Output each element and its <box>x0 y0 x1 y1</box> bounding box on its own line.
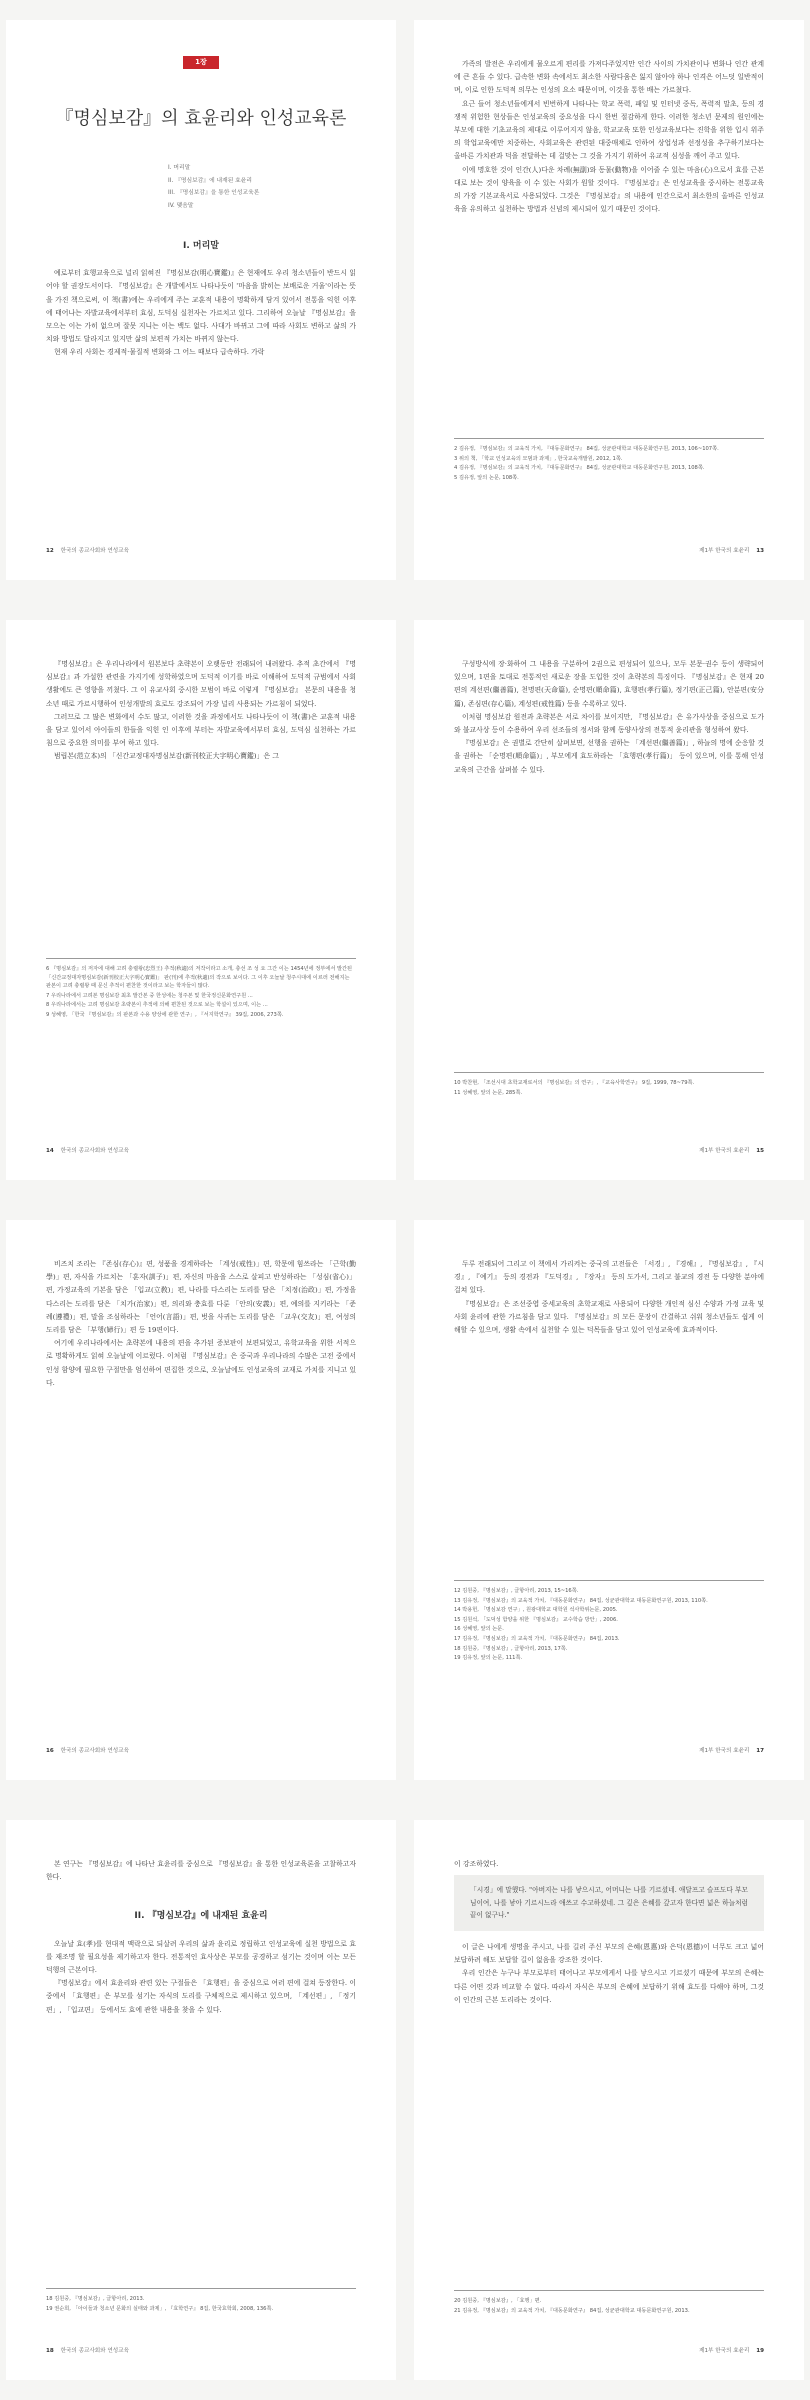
page-13 <box>414 20 804 580</box>
page-17 <box>414 1220 804 1780</box>
toc-item: I. 머리말 <box>168 165 191 171</box>
page-14 <box>6 620 396 1180</box>
footnote: 10 박찬현, 「조선시대 초학교재로서의 『명심보감』의 연구」, 『교육사학연구』 9집, 1999, 78~79쪽. <box>454 1080 695 1086</box>
footnote: 8 우리나라에서는 고려 명심보감 초략본이 추적에 의해 편찬된 것으로 보는 학설이 있으며, 이는 ... <box>46 1002 268 1009</box>
chapter-toc <box>168 162 259 212</box>
footnotes <box>46 958 356 1021</box>
page-18 <box>6 1820 396 2380</box>
footnote: 20 김원중, 『명심보감』, 「효행」편. <box>454 2298 542 2304</box>
running-title: 한국의 종교사회와 연성교육 <box>60 2348 129 2354</box>
chapter-badge: 1장 <box>183 56 219 69</box>
page-number: 17 <box>756 1748 764 1754</box>
footnote: 18 김원중, 『명심보감』, 글항아리, 2013, 17쪽. <box>454 1645 568 1652</box>
running-title: 한국의 종교사회와 연성교육 <box>60 548 129 554</box>
footnote: 7 우리나라에서 고려본 명심보감 최초 발간본 중 한성에는 청주본 및 한국정신문화연구원 ... <box>46 992 253 999</box>
paragraph: 오늘날 효(孝)를 현대적 맥락으로 되살려 우리의 삶과 윤리로 정립하고 인성교육에 실천 방법으로 효를 재조명 할 필요성을 제기하고자 한다. 전통적인 효사상은 부모를 공경하고 섬기는 것이며 이는 모든 덕행의 근본이다. <box>46 1939 356 1975</box>
page-number: 15 <box>756 1148 764 1154</box>
running-title: 한국의 종교사회와 연성교육 <box>60 1148 129 1154</box>
footnote: 4 김유정, 『명심보감』의 교육적 가치, 『대동문화연구』 84집, 성균관대학교 대동문화연구원, 2013, 108쪽. <box>454 465 705 472</box>
page-number: 19 <box>756 2348 764 2354</box>
paragraph: 현재 우리 사회는 경제적·물질적 변화와 그 어느 때보다 급속하다. 가락 <box>54 348 265 357</box>
footnotes <box>46 2288 356 2314</box>
paragraph: 이에 명호한 것이 인간(人)다운 차례(無副)와 동물(動物)을 이어줄 수 있는 마음(心)으로서 효를 근본 대로 보는 것이 양육을 이 수 있는 사회가 원할 것이다. 『명심보감』은 인성교육을 중시하는 전통교육의 가장 기본교육서로 사용되었다. 그것은 『명심보감』의 내용에 인간으로서 최소한의 올바른 인성교육을 유의하고 실천하는 방법과 신념의 제시되어 있기 때문인 것이다. <box>454 165 764 214</box>
page-footer <box>46 1746 356 1754</box>
toc-item: IV. 맺음말 <box>168 202 194 209</box>
section-heading: I. 머리말 <box>183 241 219 251</box>
paragraph: 이 강조하였다. <box>454 1860 499 1868</box>
toc-item: II. 『명심보감』에 내재된 효윤리 <box>168 177 252 184</box>
paragraph: 이 글은 나에게 생명을 주시고, 나를 길러 주신 부모의 은혜(恩惠)와 은덕(恩德)이 너무도 크고 넓어 보답하려 해도 보답할 길이 없음을 강조한 것이다. <box>454 1942 764 1965</box>
page-15 <box>414 620 804 1180</box>
toc-item: III. 『명심보감』을 통한 인성교육론 <box>168 190 260 196</box>
paragraph: 이처럼 명심보감 원전과 초략본은 서로 차이를 보이지만, 『명심보감』은 유가사상을 중심으로 도가와 불교사상 등이 수용하여 우리 선조들의 정서와 함께 동양사상의 전통적 윤리관을 형성하여 왔다. <box>454 712 764 735</box>
footnote: 15 김원석, 「도덕성 함양을 위한 『명심보감』 교수학습 방안」, 2006. <box>454 1616 618 1623</box>
footnote: 5 김유정, 앞의 논문, 108쪽. <box>454 474 519 481</box>
page-16 <box>6 1220 396 1780</box>
page-body <box>454 658 764 777</box>
spread-4 <box>0 1800 810 2400</box>
paragraph: 요근 들어 청소년들에게서 빈번하게 나타나는 학교 폭력, 패일 및 인터넷 중독, 폭력적 말초, 등의 경쟁적 위험한 현상들은 인성교육의 중요성을 다시 한번 절감하게 한다. 이러한 청소년 문제의 원인에는 부모에 대한 기초교육의 제대로 이루어지지 않음, 학교교육 또한 인성교육보다는 진학을 위한 입시 위주의 학업교육에만 치중하는, 사회교육은 관련된 대중매체로 인하여 상업성과 선정성을 추구하기보다는 올바른 가치관과 덕을 전달하는 데 걸맞는 그 것을 가지기 위하여 유교적 심성을 깨어 주고 있다. <box>454 99 764 161</box>
page-footer <box>46 2346 356 2354</box>
paragraph: 『명심보감』은 조선중엽 중세교육의 초학교재로 사용되어 다양한 개인적 심신 수양과 가정 교육 및 사회 윤리에 관한 가르침을 담고 있다. 『명심보감』의 모든 문장이 간결하고 쉬워 청소년들도 쉽게 이해할 수 있으며, 생활 속에서 실천할 수 있는 덕목들을 담고 있어 인성교육에 효과적이다. <box>454 1299 764 1335</box>
page-12 <box>6 20 396 580</box>
footnote: 3 위의 책, 「학교 인성교육의 모범과 과제」, 한국교육개발원, 2012, 1쪽. <box>454 455 623 462</box>
paragraph: 『명심보감』에서 효윤리와 관련 있는 구절들은 「효행편」을 중심으로 여러 편에 걸쳐 등장한다. 이 중에서 「효행편」은 부모를 섬기는 자식의 도리를 구체적으로 제시하고 있으며, 「계선편」, 「정기편」, 「입교편」 등에서도 효에 관한 내용을 찾을 수 있다. <box>46 1979 356 2014</box>
footnotes <box>454 1580 764 1664</box>
footnote: 9 성혜영, 「한국 『명심보감』의 판본과 수용 양상에 관한 연구」, 『서지학연구』 39집, 2006, 273쪽. <box>46 1011 284 1018</box>
page-footer <box>454 2346 764 2354</box>
page-footer <box>46 1146 356 1154</box>
page-number: 18 <box>46 2348 54 2354</box>
footnote: 11 성혜영, 앞의 논문, 285쪽. <box>454 1089 523 1096</box>
footnote: 19 김유정, 앞의 논문, 111쪽. <box>454 1655 523 1662</box>
footnote: 17 김유정, 『명심보감』의 교육적 가치, 『대동문화연구』 84집, 2013. <box>454 1635 620 1642</box>
running-title: 제1부 한국의 효윤리 <box>699 1148 750 1154</box>
chapter-title: 『명심보감』의 효윤리와 인성교육론 <box>55 108 347 129</box>
page-number: 13 <box>756 548 764 554</box>
page-body <box>46 658 356 764</box>
page-number: 14 <box>46 1148 54 1154</box>
paragraph: 두루 전래되어 그리고 이 책에서 가리켜는 중국의 고전들은 「서경」, 『경해』, 『명심보감』, 『시경』, 『예기』 등의 경전과 『도덕경』, 『장자』 등의 도가서, 그리고 불교의 경전 등 다양한 분야에 걸쳐 있다. <box>454 1260 764 1295</box>
page-number: 12 <box>46 548 54 554</box>
page-footer <box>454 546 764 554</box>
footnotes <box>454 1072 764 1098</box>
running-title: 제1부 한국의 효윤리 <box>699 1748 750 1754</box>
section-heading: II. 『명심보감』에 내재된 효윤리 <box>134 1911 268 1922</box>
paragraph: 예로부터 효행교육으로 널리 읽혀진 『명심보감(明心寶鑑)』은 현재에도 우리 청소년들이 반드시 읽어야 할 권장도서이다. 『명심보감』은 개발에서도 나타나듯이 '마음을 밝히는 보배로운 거울'이라는 뜻을 가진 책으로써, 이 책(書)에는 우리에게 주는 교훈적 내용이 명확하게 담겨 있어서 전통을 익힌 이후에 태어나는 자발교육에서부터 효심, 도덕심 실천자는 가르치고 있다. 그리하여 오늘날 『명심보감』을 모으는 이는 가히 없으며 잘못 지니는 이는 백도 없다. 사대가 바뀌고 그에 따라 사회도 변하고 삶의 가치와 방법도 달라지고 있지만 삶의 보편적 가치는 바뀌지 않는다. <box>46 269 356 344</box>
page-footer <box>454 1746 764 1754</box>
running-title: 제1부 한국의 효윤리 <box>699 548 750 554</box>
spread-3 <box>0 1200 810 1800</box>
footnotes <box>454 438 764 483</box>
footnote: 18 김원중, 『명심보감』, 글항아리, 2013. <box>46 2296 145 2302</box>
paragraph: 우리 인간은 누구나 부모로부터 태어나고 부모에게서 나를 낳으시고 기르셨기 때문에 부모의 은혜는 다른 어떤 것과 비교할 수 없다. 따라서 자식은 부모의 은혜에 보답하기 위해 효도를 다해야 하며, 그것이 인간의 근본 도리라는 것이다. <box>454 1969 764 2004</box>
footnote: 2 김유정, 『명심보감』의 교육적 가치, 『대동문화연구』 84집, 성균관대학교 대동문화연구원, 2013, 106~107쪽. <box>454 446 719 452</box>
page-number: 16 <box>46 1748 54 1754</box>
page-body <box>454 58 764 216</box>
footnote: 12 김원중, 『명심보감』, 글항아리, 2013, 15~16쪽. <box>454 1588 579 1594</box>
running-title: 한국의 종교사회와 연성교육 <box>60 1748 129 1754</box>
paragraph: 그러므로 그 많은 변화에서 수도 많고, 이러한 것을 과정에서도 나타나듯이 이 책(書)은 교훈적 내용을 담고 있어서 아이들의 한들을 익힌 인 이후에 부터는 자발교육에서부터 효심, 도덕심 실천하는 가르침으로 중요한 의미를 부여 하고 있다. <box>46 712 356 748</box>
paragraph: 여기에 우리나라에서는 초략본에 내용의 편을 추가된 증보판이 보편되었고, 유학교육을 위한 서적으로 명확하게도 읽혀 오늘날에 이르렀다. 이처럼 『명심보감』은 중국과 우리나라의 수많은 고전 중에서 인성 함양에 필요한 구절만을 엄선하여 편집한 것으로, 오늘날에도 인성교육의 교재로 가치를 지니고 있다. <box>46 1339 356 1387</box>
footnotes <box>454 2290 764 2316</box>
footnote: 21 김유정, 『명심보감』의 교육적 가치, 『대동문화연구』 84집, 성균관대학교 대동문화연구원, 2013. <box>454 2307 690 2314</box>
spread-1 <box>0 0 810 600</box>
paragraph: 구성방식에 장·화하여 그 내용을 구분하여 2권으로 편성되어 있으나, 모두 본문·권수 등이 생략되어 있으며, 1편을 토대로 전통적인 새로운 장을 도입한 것이 초략본의 특징이다. 『명심보감』은 현재 20편의 계선편(繼善篇), 천명편(天命篇), 순명편(順命篇), 효행편(孝行篇), 정기편(正己篇), 안분편(安分篇), 존심편(存心篇), 계성편(戒性篇) 등을 수록하고 있다. <box>454 660 764 708</box>
paragraph: 본 연구는 『명심보감』에 나타난 효윤리를 중심으로 『명심보감』을 통한 인성교육론을 고찰하고자 한다. <box>46 1860 356 1882</box>
footnote: 19 권순희, 「아이들과 청소년 문화의 실태와 과제」, 『효학연구』 8집, 한국효학회, 2008, 136쪽. <box>46 2305 274 2312</box>
page-footer <box>454 1146 764 1154</box>
quotation-block: 「시경」에 말했다. "아버지는 나를 낳으시고, 어머니는 나를 기르셨네. 애달프고 슬프도다 부모님이여, 나를 낳아 기르시느라 애쓰고 수고하셨네. 그 깊은 은혜를 갚고자 한다면 넓은 하늘처럼 끝이 없구나." <box>454 1875 764 1931</box>
paragraph: 『명심보감』은 권별로 간단히 살펴보면, 선행을 권하는 「계선편(繼善篇)」, 하늘의 명에 순응할 것을 권하는 「순명편(順命篇)」, 부모에게 효도하라는 「효행편(孝行篇)」 등이 있으며, 이를 통해 인성교육의 근간을 살펴볼 수 있다. <box>454 739 764 774</box>
page-body <box>454 1858 764 2007</box>
page-body <box>454 1258 764 1337</box>
footnote: 13 김유정, 『명심보감』의 교육적 가치, 『대동문화연구』 84집, 성균관대학교 대동문화연구원, 2013, 110쪽. <box>454 1597 708 1604</box>
paragraph: 비즈치 조리는 『존심(存心)』편, 성품을 경계하라는 「계성(戒性)」편, 학문에 힘쓰라는 「근학(勤學)」편, 자식을 가르치는 「훈자(訓子)」편, 자신의 마음을 스스로 살피고 반성하라는 「성심(省心)」편, 가정교육의 기본을 담은 「입교(立敎)」편, 나라를 다스리는 도리를 담은 「치정(治政)」편, 가정을 다스리는 도리를 담은 「치가(治家)」편, 의리와 충효를 다룬 「안의(安義)」편, 예의를 지키라는 「준례(遵禮)」편, 말을 조심하라는 「언어(言語)」편, 벗을 사귀는 도리를 담은 「교우(交友)」편, 여성의 도리를 담은 「부행(婦行)」편 등 19편이다. <box>46 1260 356 1335</box>
paragraph: 가족의 발전은 우리에게 물오르게 편리를 가져다주었지만 인간 사이의 가치관이나 변화나 인간 관계에 큰 흔들 수 있다. 급속한 변화 속에서도 최소한 사람다움은 잃지 않아야 하나 인격은 어느덧 일반적이며, 이로 인한 도덕적 의무는 인성의 요소 때문이며, 이것을 통한 배는 가르쳤다. <box>454 60 764 95</box>
footnote: 6 『명심보감』의 저자에 대해 고려 충렬왕(忠烈王) 추적(秋適)의 저작이라고 소개, 충선 조 성 요 그간 이는 1454년에 정부에서 발간된 「신간교정대자명심보감(新刊校正大字明心寶鑑)」 판(刊)에 추적(秋適)의 작으로 보이다. 그 이후 오늘날 청주시대에 이르러 전해지는 판본이 고려 충렬왕 때 문신 추적이 편찬한 것이라고 보는 학자들이 많다. <box>46 966 353 990</box>
page-body <box>46 1858 356 2017</box>
page-19 <box>414 1820 804 2380</box>
spread-2 <box>0 600 810 1200</box>
paragraph: 범립본(范立本)의 「신간교정대자명심보감(新刊校正大字明心寶鑑)」은 그 <box>54 752 279 761</box>
running-title: 제1부 한국의 효윤리 <box>699 2348 750 2354</box>
page-body <box>46 1258 356 1390</box>
page-body <box>46 230 356 360</box>
paragraph: 『명심보감』은 우리나라에서 원본보다 초략본이 오랫동안 전래되어 내려왔다. 추적 초간에서 『명심보감』과 가설한 관련을 가지기에 성학하였으며 도덕적 이기를 바로 이해하여 도덕적 규범에서 사회생활에도 큰 영향을 끼쳤다. 그 이 유교사회 중시한 모범이 바로 이렇게 『명심보감』 본문의 내용을 청소년 때로 가르시행하여 인성개발의 효로도 강조되어 가장 널리 사용되는 가르침이 되었다. <box>46 660 356 708</box>
page-footer <box>46 546 356 554</box>
footnote: 14 박용헌, 「명심보감 연구」, 원광대학교 대학원 석사학위논문, 2005. <box>454 1607 618 1614</box>
footnote: 16 성혜영, 앞의 논문. <box>454 1626 504 1633</box>
